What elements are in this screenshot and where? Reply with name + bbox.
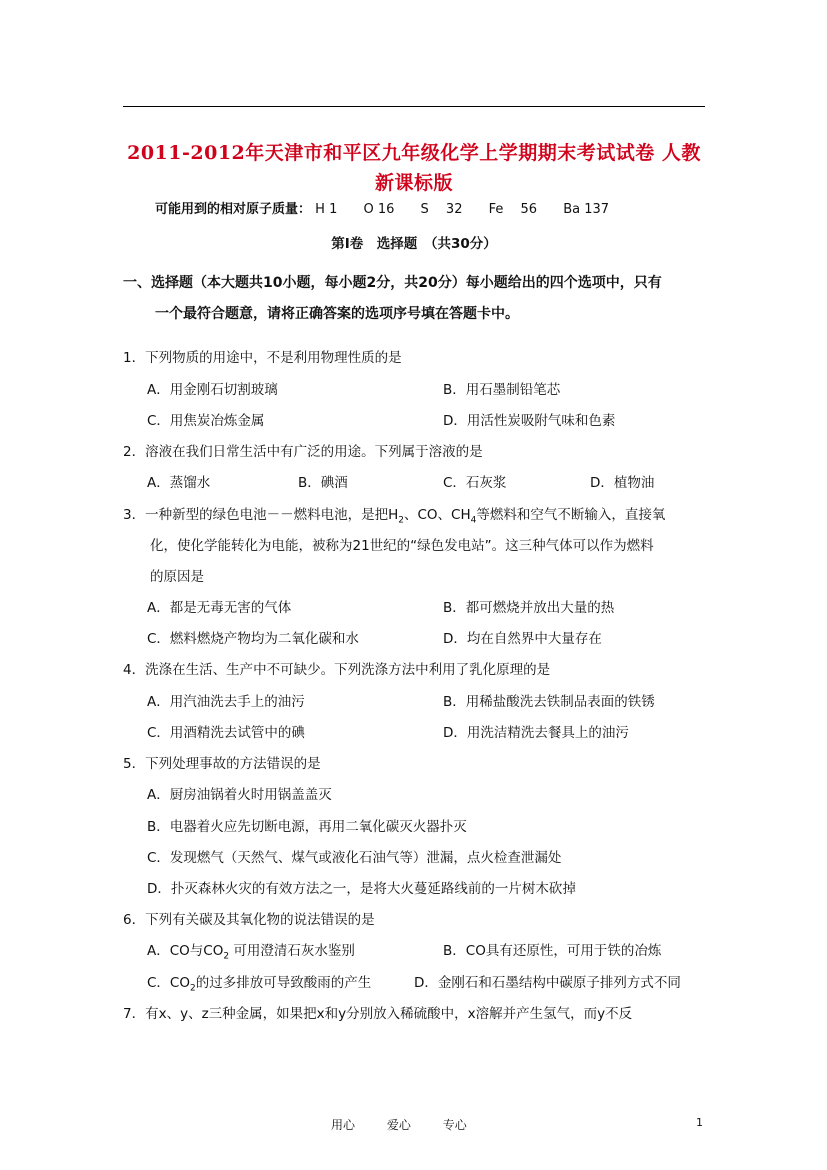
- question-7-stem: 7．有x、y、z三种金属，如果把x和y分别放入稀硫酸中，x溶解并产生氢气，而y不反: [123, 1006, 633, 1022]
- footer-motto-item: 爱心: [386, 1118, 411, 1132]
- question-4-option-d: D．用洗洁精洗去餐具上的油污: [443, 725, 629, 741]
- question-6-option-d: D．金刚石和石墨结构中碳原子排列方式不同: [414, 975, 681, 991]
- footer-motto-item: 用心: [331, 1118, 356, 1132]
- question-6-option-b: B．CO具有还原性，可用于铁的冶炼: [443, 943, 662, 959]
- question-4-option-a: A．用汽油洗去手上的油污: [147, 694, 305, 710]
- q6c-part2: 的过多排放可导致酸雨的产生: [195, 975, 372, 991]
- footer-motto-item: 专心: [442, 1118, 467, 1132]
- q6a-part1: A．CO与CO: [147, 943, 224, 959]
- atomic-mass-item: Fe 56: [488, 202, 538, 217]
- question-5-option-c: C．发现燃气（天然气、煤气或液化石油气等）泄漏，点火检查泄漏处: [147, 850, 562, 866]
- question-3-option-b: B．都可燃烧并放出大量的热: [443, 600, 615, 616]
- question-2-option-a: A．蒸馏水: [147, 475, 211, 491]
- question-3-stem-line2: 化，使化学能转化为电能，被称为21世纪的“绿色发电站”。这三种气体可以作为燃料: [150, 538, 654, 554]
- section-instructions-line1: 一、选择题（本大题共10小题，每小题2分，共20分）每小题给出的四个选项中，只有: [123, 275, 662, 291]
- question-1-option-a: A．用金刚石切割玻璃: [147, 382, 278, 398]
- question-5-stem: 5．下列处理事故的方法错误的是: [123, 756, 321, 772]
- question-6-stem: 6．下列有关碳及其氧化物的说法错误的是: [123, 912, 375, 928]
- question-6-option-c: [147, 971, 371, 994]
- question-3-stem-line3: 的原因是: [150, 569, 204, 585]
- question-3-option-a: A．都是无毒无害的气体: [147, 600, 292, 616]
- question-1-option-c: C．用焦炭冶炼金属: [147, 413, 265, 429]
- question-2-option-b: B．碘酒: [298, 475, 348, 491]
- question-2-option-d: D．植物油: [590, 475, 655, 491]
- question-5-option-d: D．扑灭森林火灾的有效方法之一，是将大火蔓延路线前的一片树木砍掉: [147, 881, 576, 897]
- atomic-mass-item: Ba 137: [563, 202, 610, 217]
- q3-text-part1: 3．一种新型的绿色电池－－燃料电池，是把H: [123, 507, 399, 523]
- question-3-option-c: C．燃料燃烧产物均为二氧化碳和水: [147, 631, 359, 647]
- question-5-option-b: B．电器着火应先切断电源，再用二氧化碳灭火器扑灭: [147, 819, 467, 835]
- exam-title-line2: 新课标版: [374, 172, 453, 194]
- question-4-option-b: B．用稀盐酸洗去铁制品表面的铁锈: [443, 694, 655, 710]
- q3-text-part2: 、CO、CH: [403, 507, 471, 523]
- atomic-mass-line: [155, 198, 631, 217]
- q6c-subscript: 2: [189, 983, 196, 994]
- question-2-stem: 2．溶液在我们日常生活中有广泛的用途。下列属于溶液的是: [123, 444, 483, 460]
- atomic-mass-label: 可能用到的相对原子质量：: [155, 202, 312, 217]
- exam-title-line1: 2011-2012年天津市和平区九年级化学上学期期末考试试卷 人教: [127, 142, 701, 164]
- question-5-option-a: A．厨房油锅着火时用锅盖盖灭: [147, 787, 332, 803]
- question-1-option-d: D．用活性炭吸附气味和色素: [443, 413, 616, 429]
- question-2-option-c: C．石灰浆: [443, 475, 507, 491]
- atomic-mass-item: H 1: [315, 202, 338, 217]
- section-instructions-line2: 一个最符合题意，请将正确答案的选项序号填在答题卡中。: [155, 306, 519, 322]
- question-3-stem-line1: [123, 503, 665, 526]
- question-1-stem: 1．下列物质的用途中，不是利用物理性质的是: [123, 350, 402, 366]
- q3-subscript-ch4: 4: [470, 515, 477, 526]
- question-4-option-c: C．用酒精洗去试管中的碘: [147, 725, 305, 741]
- q6c-part1: C．CO: [147, 975, 190, 991]
- q3-text-part3: 等燃料和空气不断输入，直接氧: [476, 507, 666, 523]
- q3-subscript-h2: 2: [398, 515, 404, 526]
- page-number: 1: [696, 1116, 703, 1129]
- footer-motto: [331, 1116, 495, 1133]
- question-1-option-b: B．用石墨制铅笔芯: [443, 382, 561, 398]
- question-3-option-d: D．均在自然界中大量存在: [443, 631, 602, 647]
- q6a-part2: 可用澄清石灰水鉴别: [229, 943, 355, 959]
- header-rule: [123, 106, 705, 107]
- question-4-stem: 4．洗涤在生活、生产中不可缺少。下列洗涤方法中利用了乳化原理的是: [123, 662, 551, 678]
- atomic-mass-item: O 16: [363, 202, 395, 217]
- volume-title: 第Ⅰ卷 选择题 （共30分）: [331, 236, 497, 252]
- q6a-subscript: 2: [223, 951, 230, 962]
- atomic-mass-item: S 32: [420, 202, 463, 217]
- question-6-option-a: [147, 939, 355, 962]
